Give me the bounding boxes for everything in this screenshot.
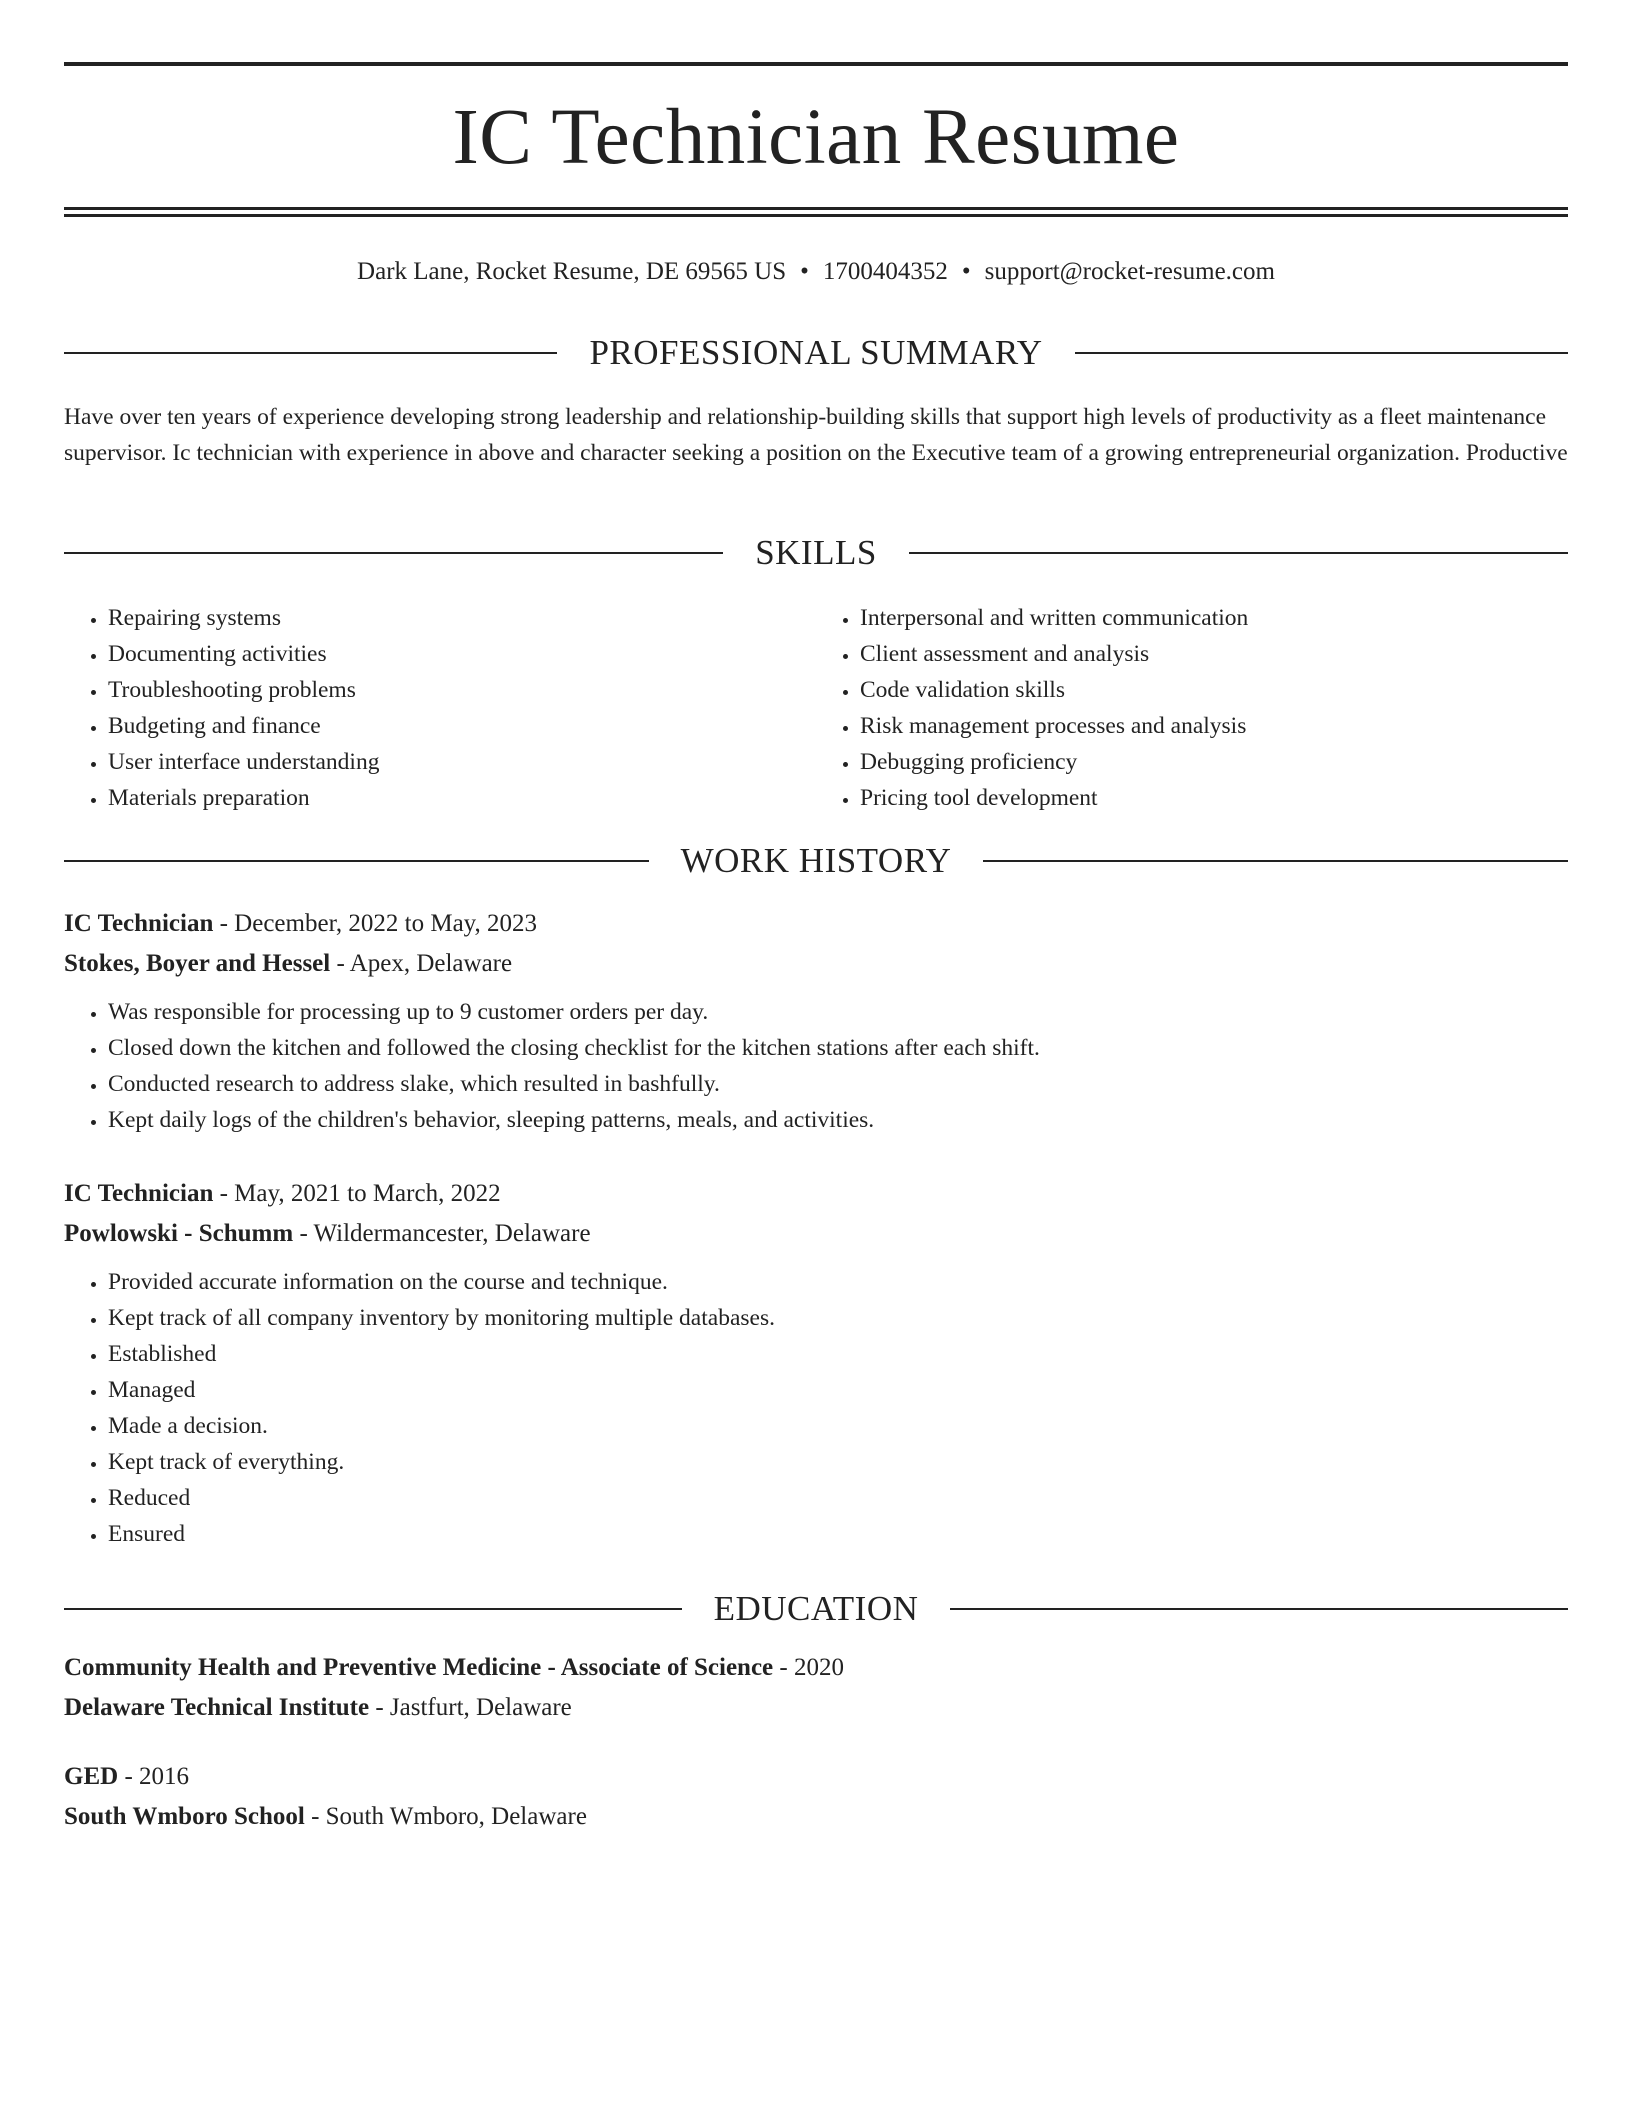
job-bullet: • Reduced	[108, 1480, 1568, 1516]
job-company: Stokes, Boyer and Hessel	[64, 950, 331, 977]
job-bullet: • Kept track of everything.	[108, 1444, 1568, 1480]
section-header-work	[64, 836, 1568, 886]
job-bullets	[64, 1264, 1568, 1552]
edu-degree-line	[64, 1648, 1568, 1688]
job-bullet: • Established	[108, 1336, 1568, 1372]
section-rule	[1075, 352, 1568, 354]
skills-column-left	[64, 600, 816, 816]
job-title-line	[64, 904, 1568, 944]
section-header-summary	[64, 328, 1568, 378]
skills-list	[64, 600, 1568, 816]
job-bullet: • Kept track of all company inventory by monitoring multiple databases.	[108, 1300, 1568, 1336]
job-location: - Apex, Delaware	[330, 950, 513, 977]
contact-phone: 1700404352	[822, 258, 948, 285]
summary-text: Have over ten years of experience developing strong leadership and relationship-building skills that support high levels of productivity as a fleet maintenance supervisor. Ic technician with experience in above and character seeking a position on the Executive team of a growing entrepreneurial organization. Productive	[64, 404, 1568, 466]
job-entry	[64, 1174, 1568, 1552]
skill-item: • Materials preparation	[108, 780, 816, 816]
job-bullet: • Provided accurate information on the course and technique.	[108, 1264, 1568, 1300]
skill-item: • Client assessment and analysis	[860, 636, 1568, 672]
job-bullet: • Managed	[108, 1372, 1568, 1408]
edu-year: - 2016	[118, 1763, 190, 1790]
edu-location: - Jastfurt, Delaware	[369, 1694, 572, 1721]
section-rule	[64, 1608, 682, 1610]
edu-school-line	[64, 1797, 1568, 1837]
job-bullets	[64, 994, 1568, 1138]
skills-column-right	[816, 600, 1568, 816]
job-company: Powlowski - Schumm	[64, 1220, 294, 1247]
job-bullet: • Kept daily logs of the children's behavior, sleeping patterns, meals, and activities.	[108, 1102, 1568, 1138]
edu-school-line	[64, 1688, 1568, 1728]
section-rule	[983, 860, 1568, 862]
section-title-work: WORK HISTORY	[680, 841, 952, 880]
job-company-line	[64, 1214, 1568, 1254]
job-title: IC Technician	[64, 910, 214, 937]
title-rule-upper	[64, 207, 1568, 210]
section-title-skills: SKILLS	[755, 533, 877, 572]
skill-item: • Code validation skills	[860, 672, 1568, 708]
section-rule	[64, 860, 649, 862]
section-header-education	[64, 1584, 1568, 1634]
skill-item: • User interface understanding	[108, 744, 816, 780]
skill-item: • Troubleshooting problems	[108, 672, 816, 708]
job-dates: - December, 2022 to May, 2023	[213, 910, 538, 937]
education-entry	[64, 1648, 1568, 1728]
education-entry	[64, 1757, 1568, 1837]
skill-item: • Budgeting and finance	[108, 708, 816, 744]
contact-separator: •	[961, 258, 971, 285]
skill-item: • Repairing systems	[108, 600, 816, 636]
skill-item: • Risk management processes and analysis	[860, 708, 1568, 744]
job-bullet: • Made a decision.	[108, 1408, 1568, 1444]
section-title-education: EDUCATION	[713, 1589, 919, 1628]
edu-degree-line	[64, 1757, 1568, 1797]
skill-item: • Debugging proficiency	[860, 744, 1568, 780]
skill-item: • Interpersonal and written communication	[860, 600, 1568, 636]
contact-email[interactable]: support@rocket-resume.com	[984, 258, 1275, 285]
job-company-line	[64, 944, 1568, 984]
section-rule	[64, 552, 723, 554]
edu-location: - South Wmboro, Delaware	[304, 1803, 587, 1830]
job-bullet: • Closed down the kitchen and followed the closing checklist for the kitchen stations after each shift.	[108, 1030, 1568, 1066]
edu-school: South Wmboro School	[64, 1803, 305, 1830]
section-rule	[909, 552, 1568, 554]
contact-separator: •	[800, 258, 809, 285]
job-title-line	[64, 1174, 1568, 1214]
edu-degree: Community Health and Preventive Medicine - Associate of Science	[64, 1654, 774, 1681]
job-dates: - May, 2021 to March, 2022	[213, 1180, 501, 1207]
job-title: IC Technician	[64, 1180, 214, 1207]
page-title: IC Technician Resume	[452, 94, 1180, 181]
top-rule	[64, 62, 1568, 66]
job-entry	[64, 904, 1568, 1138]
job-bullet: • Conducted research to address slake, which resulted in bashfully.	[108, 1066, 1568, 1102]
edu-degree: GED	[64, 1763, 119, 1790]
section-header-skills	[64, 528, 1568, 578]
job-bullet: • Was responsible for processing up to 9 customer orders per day.	[108, 994, 1568, 1030]
edu-year: - 2020	[773, 1654, 844, 1681]
job-bullet: • Ensured	[108, 1516, 1568, 1552]
contact-address: Dark Lane, Rocket Resume, DE 69565 US	[357, 258, 787, 285]
skill-item: • Documenting activities	[108, 636, 816, 672]
job-location: - Wildermancester, Delaware	[293, 1220, 591, 1247]
skill-item: • Pricing tool development	[860, 780, 1568, 816]
edu-school: Delaware Technical Institute	[64, 1694, 370, 1721]
contact-line	[64, 254, 1568, 290]
section-title-summary: PROFESSIONAL SUMMARY	[589, 333, 1043, 372]
section-rule	[950, 1608, 1568, 1610]
section-rule	[64, 352, 557, 354]
title-rule-lower	[64, 214, 1568, 217]
